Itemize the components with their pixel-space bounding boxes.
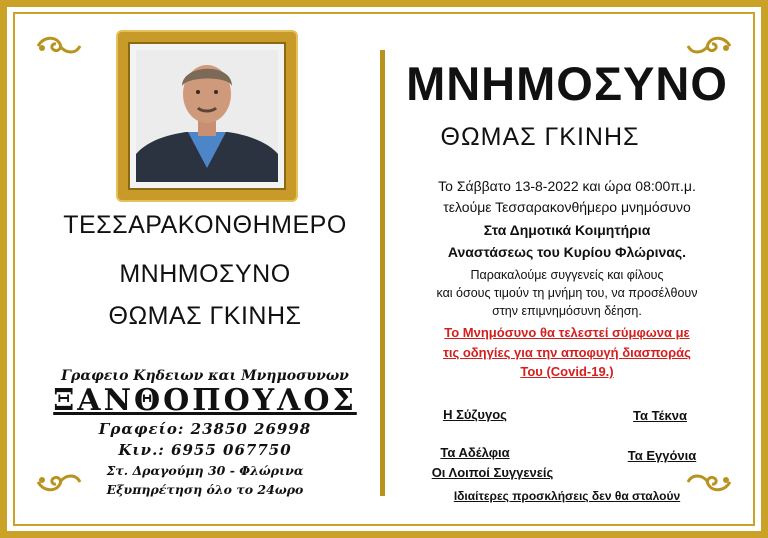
location-line-2: Αναστάσεως του Κυρίου Φλώρινας. [447,244,687,260]
office-address: Στ. Δραγούμη 30 - Φλώρινα [106,463,304,478]
heading-memorial: ΜΝΗΜΟΣΥΝΟ [119,260,291,288]
funeral-home-brand: ΞΑΝΘΟΠΟΥΛΟΣ [53,383,357,418]
invite-line-3: στην επιμνημόσυνη δέηση. [492,304,642,318]
funeral-office-label: Γραφειο Κηδειων και Μνημοσυνων [61,368,349,384]
center-divider [380,50,385,496]
portrait-frame [118,32,296,200]
service-hours: Εξυπηρέτηση όλο το 24ωρο [106,482,304,497]
deceased-name-left: ΘΩΜΑΣ ΓΚΙΝΗΣ [108,302,302,330]
covid-notice-1: Το Μνημόσυνο θα τελεστεί σύμφωνα με [444,325,690,340]
invite-line-1: Παρακαλούμε συγγενείς και φίλους [470,268,664,282]
signature-spouse: Η Σύζυγος [443,407,507,422]
invite-line-2: και όσους τιμούν τη μνήμη του, να προσέλθουν [436,286,698,300]
covid-notice-2: τις οδηγίες για την αποφυγή διασποράς [443,345,691,360]
deceased-name-right: ΘΩΜΑΣ ΓΚΙΝΗΣ [440,123,640,151]
flourish-ornament-icon [34,34,82,58]
signature-grandchildren: Τα Εγγόνια [627,448,697,463]
covid-notice-3: Του (Covid-19.) [520,364,614,379]
person-portrait-icon [136,50,278,182]
office-phone: Γραφείο: 23850 26998 [98,420,312,438]
date-time-line: Το Σάββατο 13-8-2022 και ώρα 08:00π.μ. [438,178,696,194]
flourish-ornament-icon [686,34,734,58]
signature-relatives: Οι Λοιποί Συγγενείς [431,465,554,480]
location-line-1: Στα Δημοτικά Κοιμητήρια [483,222,651,238]
portrait-photo [136,50,278,182]
memorial-title: ΜΝΗΜΟΣΥΝΟ [406,57,728,110]
mobile-phone: Κιν.: 6955 067750 [118,441,292,459]
footer-no-invitations: Ιδιαίτερες προσκλήσεις δεν θα σταλούν [453,489,681,503]
ceremony-line: τελούμε Τεσσαρακονθήμερο μνημόσυνο [443,199,691,215]
heading-fortieth-day: ΤΕΣΣΑΡΑΚΟΝΘΗΜΕΡΟ [63,211,347,239]
signature-children: Τα Τέκνα [633,408,687,423]
signature-siblings: Τα Αδέλφια [440,445,510,460]
